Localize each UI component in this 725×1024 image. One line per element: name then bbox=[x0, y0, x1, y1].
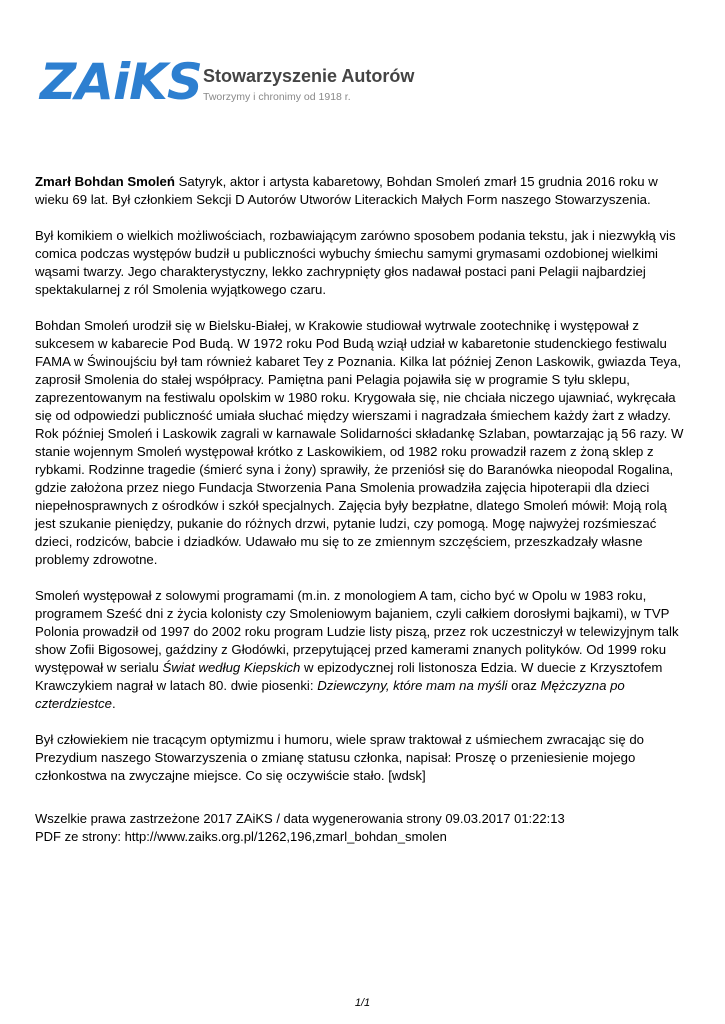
footer-source: PDF ze strony: http://www.zaiks.org.pl/1262,196,zmarl_bohdan_smolen bbox=[35, 829, 447, 844]
org-tagline: Tworzymy i chronimy od 1918 r. bbox=[203, 91, 351, 103]
article-body bbox=[35, 173, 685, 803]
page-number: 1/1 bbox=[354, 997, 371, 1009]
zaiks-logo: ZAiKS bbox=[40, 53, 202, 111]
article-title: Zmarł Bohdan Smoleń bbox=[35, 174, 175, 189]
footer bbox=[35, 810, 685, 846]
footer-rights: Wszelkie prawa zastrzeżone 2017 ZAiKS / data wygenerowania strony 09.03.2017 01:22:13 bbox=[35, 811, 565, 826]
paragraph-2: Był komikiem o wielkich możliwościach, rozbawiającym zarówno sposobem podania tekstu, jak i niezwykłą vis comica podczas występów budził u publiczności wybuchy śmiechu samymi grymasami ozdobionej wielkimi wąsami twarzy. Jego charakterystyczny, lekko zachrypnięty głos nadawał postaci pani Pelagii najbardziej spektakularnej z ról Smolenia wyjątkowego czaru. bbox=[35, 228, 676, 297]
paragraph-3: Bohdan Smoleń urodził się w Bielsku-Białej, w Krakowie studiował wytrwale zootechnikę i występował z sukcesem w kabarecie Pod Budą. W 1972 roku Pod Budą wziął udział w kabaretonie studenckiego festiwalu FAMA w Świnoujściu był tam również kabaret Tey z Poznania. Kilka lat później Zenon Laskowik, gwiazda Teya, zaprosił Smolenia do stałej współpracy. Pamiętna pani Pelagia pojawiła się w programie S tyłu sklepu, zaprezentowanym na festiwalu opolskim w 1980 roku. Krygowała się, nie chciała niczego ujawniać, wykręcała się od odpowiedzi publiczność umiała słuchać między wierszami i nagradzała śmiechem każdy żart z władzy. Rok później Smoleń i Laskowik zagrali w karnawale Solidarności składankę Szlaban, powtarzając ją 56 razy. W stanie wojennym Smoleń występował krótko z Laskowikiem, od 1982 roku prowadził razem z żoną sklep z rybkami. Rodzinne tragedie (śmierć syna i żony) sprawiły, że przeniósł się do Baranówka nieopodal Rogalina, gdzie założona przez niego Fundacja Stworzenia Pana Smolenia prowadziła zajęcia hipoterapii dla dzieci niepełnosprawnych z ośrodków i szkół specjalnych. Zajęcia były bezpłatne, dlatego Smoleń mówił: Moją rolą jest szukanie pieniędzy, pukanie do różnych drzwi, pytanie ludzi, czy pomogą. Mogę najwyżej rozśmieszać dzieci, rodziców, babcie i dziadków. Udawało mu się to ze zmiennym szczęściem, przeszkadzały własne problemy zdrowotne. bbox=[35, 318, 684, 567]
paragraph-4-text-d: . bbox=[111, 696, 116, 711]
paragraph-4-text-b: w epizodycznej roli listonosza Edzia. W duecie z Krzysztofem Krawczykiem nagrał w latach 80. dwie piosenki: bbox=[35, 660, 663, 693]
paragraph-1 bbox=[35, 173, 685, 209]
paragraph-5: Był człowiekiem nie tracącym optymizmu i humoru, wiele spraw traktował z uśmiechem zwracając się do Prezydium naszego Stowarzyszenia o zmianę statusu członka, napisał: Proszę o przeniesienie mojego członkostwa na zwyczajne miejsce. Co się oczywiście stało. [wdsk] bbox=[35, 732, 645, 783]
song-title-2: Mężczyzna po czterdziestce bbox=[35, 678, 625, 711]
series-title: Świat według Kiepskich bbox=[162, 660, 301, 675]
paragraph-4-text-c: oraz bbox=[507, 678, 541, 693]
paragraph-4-text-a: Smoleń występował z solowymi programami (m.in. z monologiem A tam, cicho być w Opolu w 1983 roku, programem Sześć dni z życia kolonisty czy Smoleniowym bajaniem, czyli całkiem dorosłymi bajkami), w TVP Polonia prowadził od 1997 do 2002 roku program Ludzie listy piszą, przez rok uczestniczył w telewizyjnym talk show Zofii Bigosowej, gaździny z Głodówki, przepytującej przed kamerami znanych polityków. Od 1999 roku występował w serialu bbox=[35, 588, 679, 675]
paragraph-4 bbox=[35, 587, 685, 713]
song-title-1: Dziewczyny, które mam na myśli bbox=[317, 678, 508, 693]
org-name: Stowarzyszenie Autorów bbox=[203, 66, 415, 86]
header bbox=[40, 54, 690, 114]
paragraph-1-text: Satyryk, aktor i artysta kabaretowy, Bohdan Smoleń zmarł 15 grudnia 2016 roku w wieku 69 lat. Był członkiem Sekcji D Autorów Utworów Literackich Małych Form naszego Stowarzyszenia. bbox=[35, 174, 658, 207]
